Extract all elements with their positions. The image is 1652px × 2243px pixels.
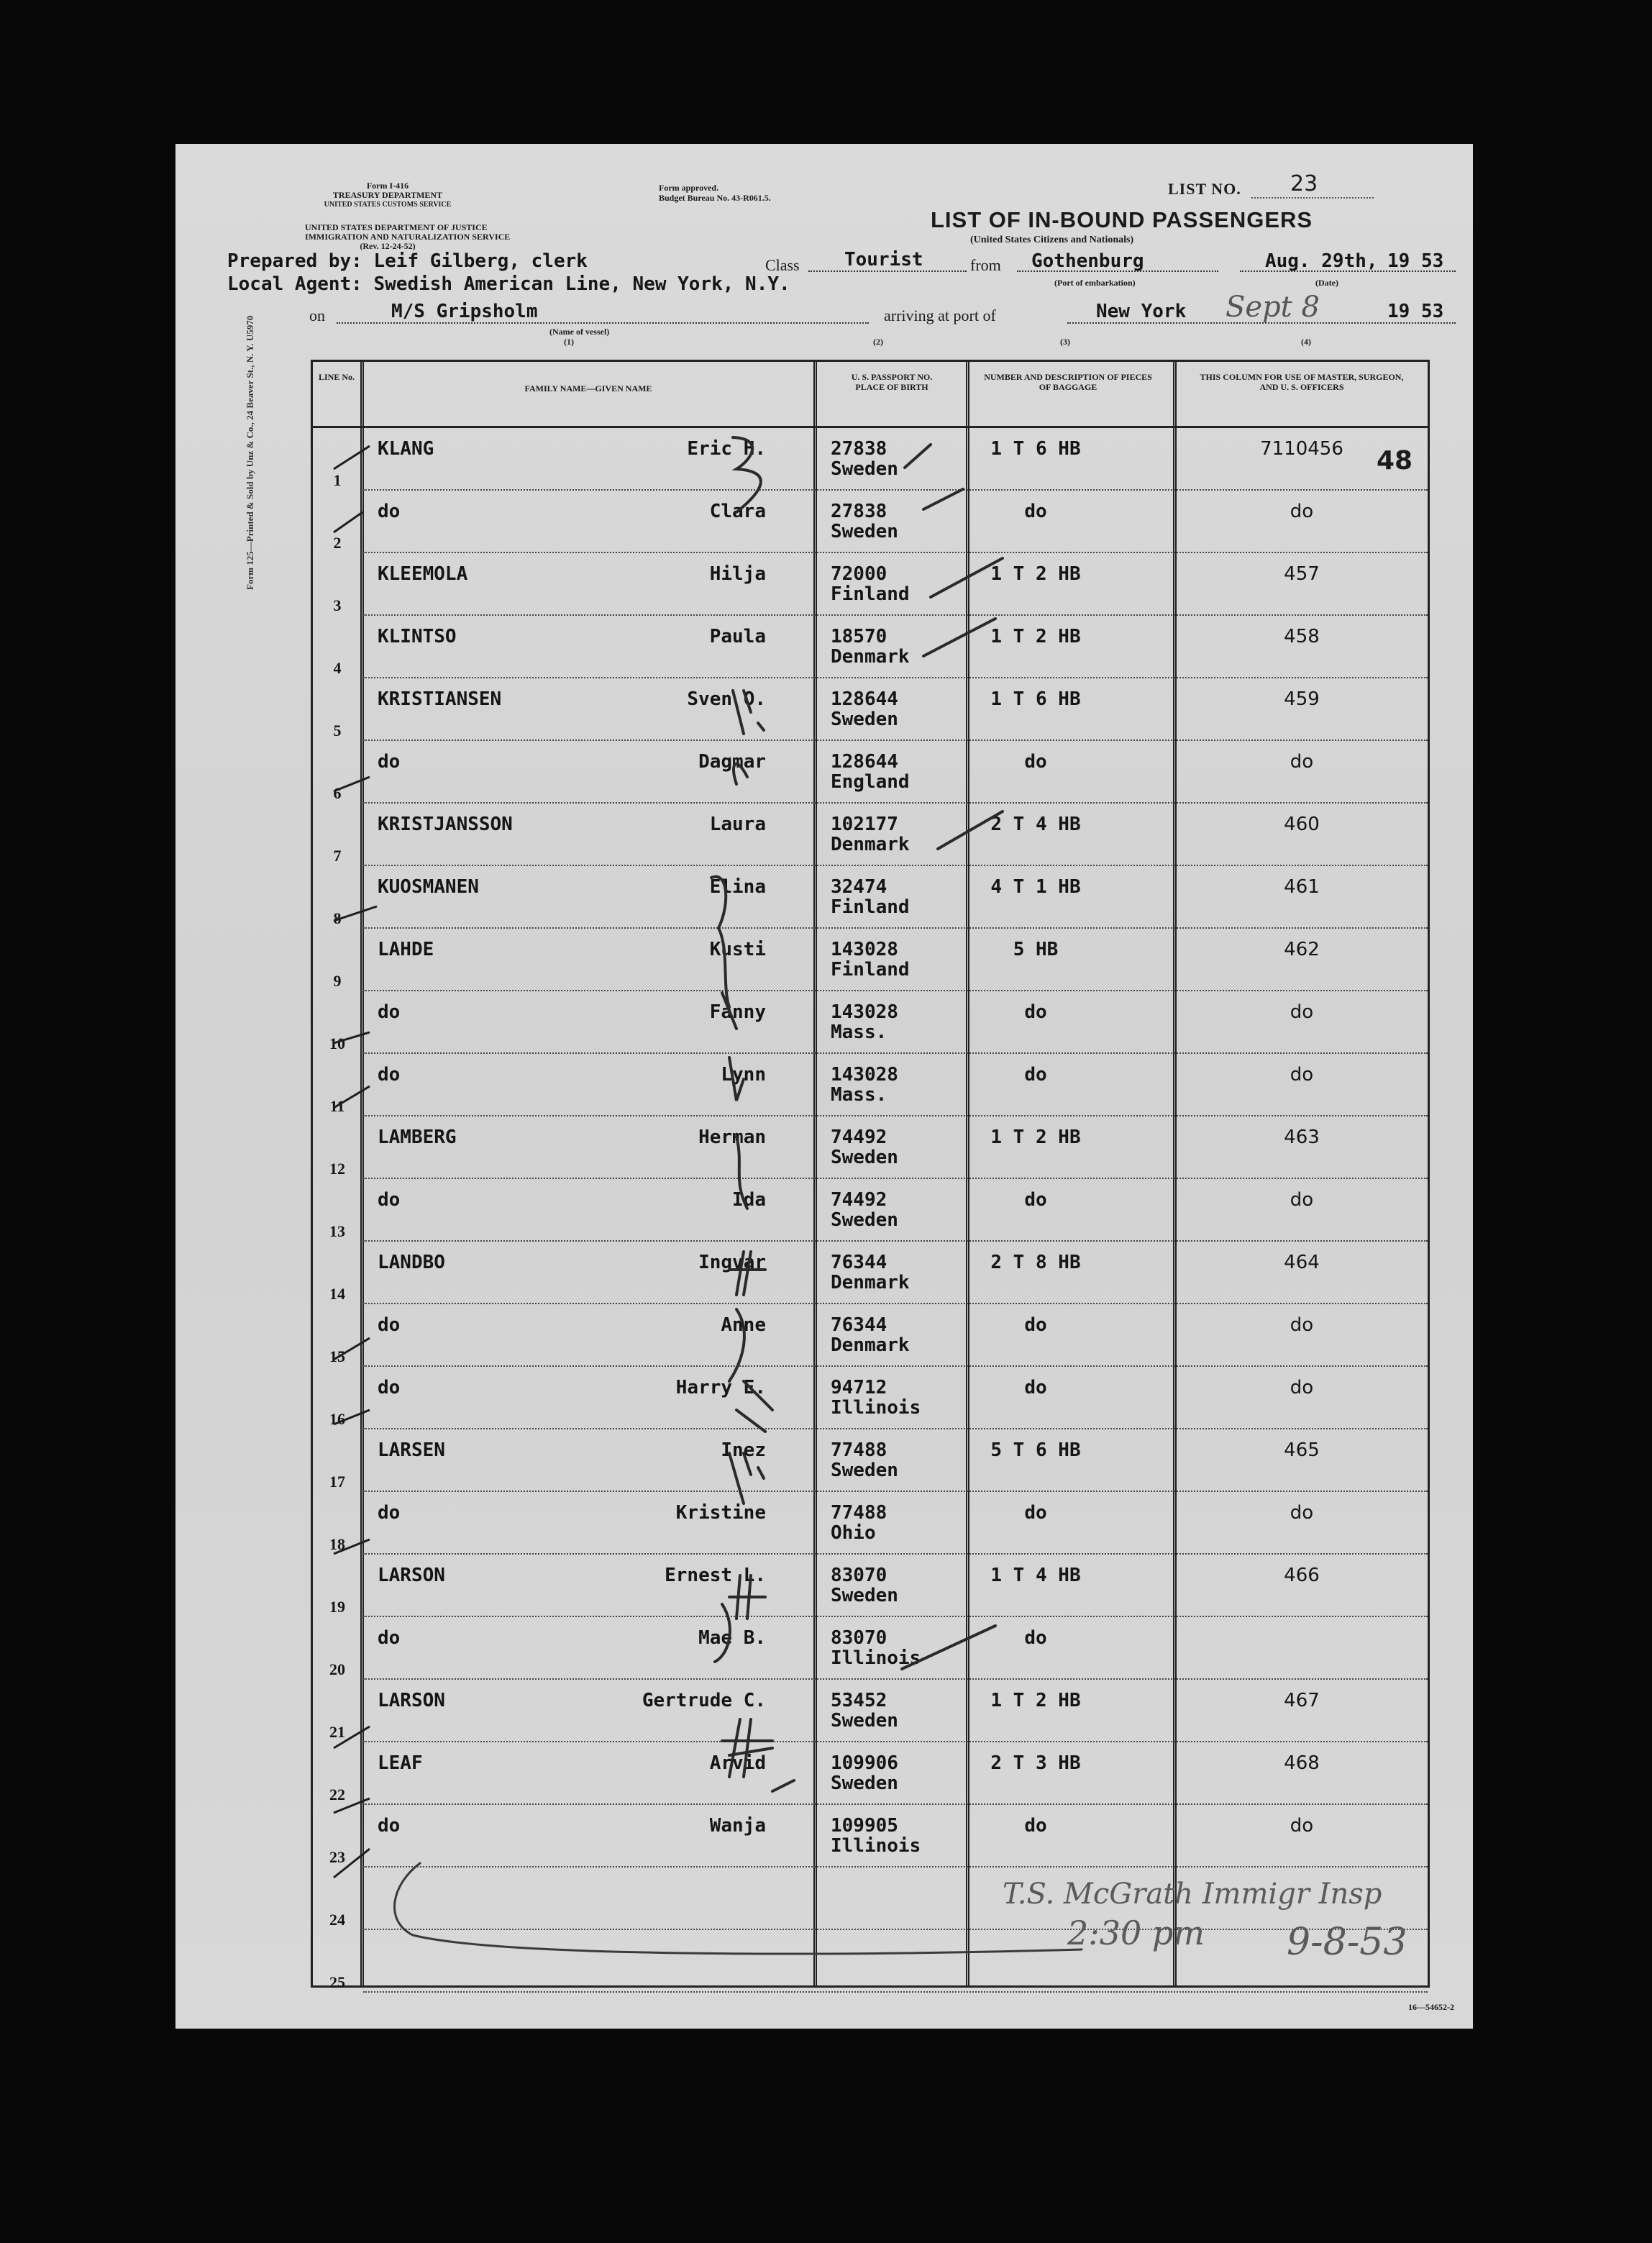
officer-number: 460	[1284, 814, 1320, 835]
customs-service: UNITED STATES CUSTOMS SERVICE	[324, 201, 452, 209]
place-of-birth: Ohio	[831, 1522, 876, 1544]
family-name: do	[378, 1377, 401, 1398]
family-name: do	[378, 1064, 401, 1086]
passport-number: 18570	[831, 626, 887, 647]
date-value: Aug. 29th,	[1265, 250, 1378, 272]
officer-number: 458	[1284, 626, 1320, 647]
line-number: 15	[329, 1347, 345, 1365]
inspector-signature: T.S. McGrath Immigr Insp	[1003, 1878, 1382, 1911]
family-name: LAMBERG	[378, 1127, 457, 1148]
family-name: LEAF	[378, 1752, 423, 1774]
family-name: LAHDE	[378, 939, 434, 960]
given-name: Laura	[709, 814, 766, 835]
passport-number: 72000	[831, 563, 887, 585]
officer-number: do	[1290, 751, 1314, 773]
baggage-description: do	[1024, 501, 1047, 522]
baggage-description: 1 T 2 HB	[990, 1690, 1081, 1711]
passport-number: 94712	[831, 1377, 887, 1398]
given-name: Ernest L.	[665, 1565, 766, 1586]
place-of-birth: Sweden	[831, 521, 898, 542]
passport-number: 109906	[831, 1752, 898, 1774]
table-row	[313, 991, 1428, 1054]
signature-date: 9-8-53	[1287, 1921, 1407, 1964]
list-no-line	[1251, 197, 1374, 199]
officer-number: 459	[1284, 688, 1320, 710]
officer-number: do	[1290, 1815, 1314, 1837]
col-num-3: (3)	[1060, 337, 1070, 347]
given-name: Ida	[732, 1189, 766, 1211]
passport-number: 76344	[831, 1252, 887, 1273]
passport-number: 128644	[831, 751, 898, 773]
given-name: Fanny	[709, 1001, 766, 1023]
list-no-label: LIST NO.	[1168, 180, 1241, 198]
baggage-description: do	[1024, 1815, 1047, 1837]
line-number: 1	[333, 471, 342, 489]
baggage-description: do	[1024, 1377, 1047, 1398]
family-name: do	[378, 751, 401, 773]
table-row	[313, 1805, 1428, 1867]
baggage-description: 2 T 8 HB	[990, 1252, 1081, 1273]
line-number: 4	[333, 659, 342, 677]
place-of-birth: Sweden	[831, 1710, 898, 1732]
col-num-4: (4)	[1301, 337, 1311, 347]
given-name: Gertrude C.	[642, 1690, 766, 1711]
place-of-birth: Illinois	[831, 1397, 921, 1419]
line-number: 18	[329, 1535, 345, 1553]
vessel-name: M/S Gripsholm	[391, 301, 538, 322]
table-row	[313, 866, 1428, 929]
given-name: Hilja	[709, 563, 766, 585]
given-name: Kusti	[709, 939, 766, 960]
place-of-birth: Sweden	[831, 1585, 898, 1606]
table-row	[313, 428, 1428, 491]
table-row	[313, 1492, 1428, 1555]
given-name: Eric H.	[687, 438, 766, 460]
family-name: KRISTIANSEN	[378, 688, 502, 710]
family-name: do	[378, 1502, 401, 1524]
baggage-description: 1 T 4 HB	[990, 1565, 1081, 1586]
vessel-label: (Name of vessel)	[549, 327, 610, 337]
baggage-description: do	[1024, 1064, 1047, 1086]
given-name: Inez	[721, 1439, 766, 1461]
family-name: LANDBO	[378, 1252, 445, 1273]
passport-number: 77488	[831, 1439, 887, 1461]
place-of-birth: Denmark	[831, 646, 910, 668]
port-embarkation-label: (Port of embarkation)	[1054, 278, 1136, 288]
place-of-birth: Sweden	[831, 1460, 898, 1481]
family-name: do	[378, 1001, 401, 1023]
table-row	[313, 1429, 1428, 1492]
given-name: Lynn	[721, 1064, 766, 1086]
manifest-page	[175, 144, 1473, 2029]
table-row	[313, 1680, 1428, 1742]
footer-code: 16—54652-2	[1408, 2002, 1454, 2012]
col-header-name: FAMILY NAME—GIVEN NAME	[524, 383, 652, 393]
prepared-by: Prepared by: Leif Gilberg, clerk	[227, 250, 588, 272]
line-number: 12	[329, 1160, 345, 1178]
class-line	[808, 270, 967, 272]
doj-block	[305, 222, 511, 251]
passport-number: 27838	[831, 438, 887, 460]
table-row	[313, 929, 1428, 991]
doj: UNITED STATES DEPARTMENT OF JUSTICE	[305, 222, 488, 232]
passport-number: 77488	[831, 1502, 887, 1524]
officer-number: do	[1290, 1377, 1314, 1398]
baggage-description: do	[1024, 1502, 1047, 1524]
col-header-baggage: NUMBER AND DESCRIPTION OF PIECES OF BAGGAGE	[984, 372, 1152, 392]
baggage-description: 1 T 2 HB	[990, 626, 1081, 647]
line-number: 13	[329, 1222, 345, 1240]
place-of-birth: Sweden	[831, 458, 898, 480]
baggage-description: do	[1024, 1314, 1047, 1336]
line-number: 23	[329, 1848, 345, 1866]
arrival-date-handwritten: Sept 8	[1226, 291, 1320, 324]
given-name: Sven O.	[687, 688, 766, 710]
place-of-birth: Sweden	[831, 1147, 898, 1168]
given-name: Paula	[709, 626, 766, 647]
family-name: do	[378, 1189, 401, 1211]
arrival-line	[1067, 322, 1456, 324]
line-number: 20	[329, 1660, 345, 1678]
line-number: 22	[329, 1785, 345, 1803]
line-number: 21	[329, 1723, 345, 1741]
baggage-description: 1 T 6 HB	[990, 438, 1081, 460]
table-row	[313, 1116, 1428, 1179]
officer-number: do	[1290, 1064, 1314, 1086]
line-number: 16	[329, 1410, 345, 1428]
stamp-number: 48	[1377, 446, 1413, 476]
form-number: Form I-416	[366, 181, 409, 191]
officer-number: 464	[1284, 1252, 1320, 1273]
date-label: (Date)	[1315, 278, 1338, 288]
family-name: LARSON	[378, 1565, 445, 1586]
line-number: 6	[333, 784, 342, 802]
table-row	[313, 804, 1428, 866]
col-num-2: (2)	[873, 337, 883, 347]
officer-number: 7110456	[1260, 438, 1343, 460]
family-name: KLANG	[378, 438, 434, 460]
baggage-description: do	[1024, 1001, 1047, 1023]
passport-number: 102177	[831, 814, 898, 835]
line-number: 2	[333, 534, 342, 552]
baggage-description: 2 T 4 HB	[990, 814, 1081, 835]
form-id-block	[305, 181, 470, 209]
approval-block	[659, 183, 771, 203]
officer-number: 457	[1284, 563, 1320, 585]
passport-number: 128644	[831, 688, 898, 710]
given-name: Arvid	[709, 1752, 766, 1774]
row-separator	[363, 1991, 1428, 1993]
revision: (Rev. 12-24-52)	[360, 241, 416, 251]
passport-number: 76344	[831, 1314, 887, 1336]
given-name: Wanja	[709, 1815, 766, 1837]
passport-number: 74492	[831, 1127, 887, 1148]
table-row	[313, 553, 1428, 616]
table-header	[313, 362, 1428, 428]
table-row	[313, 1242, 1428, 1304]
printer-imprint: Form 125—Printed & Sold by Unz & Co., 24 Beaver St., N. Y. U5970	[245, 315, 255, 590]
col-num-1: (1)	[564, 337, 574, 347]
col-header-passport: U. S. PASSPORT NO. PLACE OF BIRTH	[851, 372, 933, 392]
passport-number: 143028	[831, 1001, 898, 1023]
baggage-description: 5 HB	[1013, 939, 1059, 960]
place-of-birth: Illinois	[831, 1647, 921, 1669]
class-label: Class	[765, 256, 800, 274]
given-name: Dagmar	[698, 751, 766, 773]
line-number: 14	[329, 1285, 345, 1303]
officer-number: 462	[1284, 939, 1320, 960]
officer-number: 467	[1284, 1690, 1320, 1711]
place-of-birth: Mass.	[831, 1084, 887, 1106]
family-name: KLINTSO	[378, 626, 457, 647]
given-name: Clara	[709, 501, 766, 522]
arriving-label: arriving at port of	[884, 306, 996, 324]
table-row	[313, 1617, 1428, 1680]
passport-number: 32474	[831, 876, 887, 898]
officer-number: do	[1290, 1189, 1314, 1211]
officer-number: do	[1290, 1502, 1314, 1524]
place-of-birth: Sweden	[831, 709, 898, 730]
date-year: 19 53	[1387, 250, 1444, 272]
col-header-line: LINE No.	[318, 372, 355, 382]
table-row	[313, 616, 1428, 678]
passport-number: 83070	[831, 1627, 887, 1649]
officer-number: do	[1290, 1314, 1314, 1336]
line-number: 7	[333, 847, 342, 865]
given-name: Elina	[709, 876, 766, 898]
given-name: Mae B.	[698, 1627, 766, 1649]
vessel-line	[337, 322, 869, 324]
family-name: do	[378, 1815, 401, 1837]
place-of-birth: Denmark	[831, 1334, 910, 1356]
family-name: KLEEMOLA	[378, 563, 468, 585]
from-label: from	[970, 256, 1001, 274]
ins: IMMIGRATION AND NATURALIZATION SERVICE	[305, 232, 511, 242]
family-name: do	[378, 1627, 401, 1649]
baggage-description: do	[1024, 1189, 1047, 1211]
given-name: Ingvar	[698, 1252, 766, 1273]
line-number: 3	[333, 596, 342, 614]
place-of-birth: Denmark	[831, 1272, 910, 1293]
passport-number: 27838	[831, 501, 887, 522]
officer-number: do	[1290, 501, 1314, 522]
officer-number: 463	[1284, 1127, 1320, 1148]
family-name: do	[378, 1314, 401, 1336]
baggage-description: 5 T 6 HB	[990, 1439, 1081, 1461]
baggage-description: 2 T 3 HB	[990, 1752, 1081, 1774]
table-row	[313, 1179, 1428, 1242]
class-value: Tourist	[844, 249, 923, 270]
given-name: Harry E.	[675, 1377, 766, 1398]
given-name: Herman	[698, 1127, 766, 1148]
place-of-birth: Finland	[831, 959, 910, 981]
line-number: 19	[329, 1598, 345, 1616]
table-row	[313, 1555, 1428, 1617]
from-value: Gothenburg	[1031, 250, 1144, 272]
line-number: 17	[329, 1473, 345, 1491]
form-approved: Form approved.	[659, 183, 719, 193]
place-of-birth: Denmark	[831, 834, 910, 855]
table-row	[313, 1367, 1428, 1429]
place-of-birth: England	[831, 771, 910, 793]
passport-number: 109905	[831, 1815, 898, 1837]
signature-time: 2:30 pm	[1067, 1914, 1205, 1952]
family-name: do	[378, 501, 401, 522]
table-row	[313, 1304, 1428, 1367]
page-title: LIST OF IN-BOUND PASSENGERS	[931, 207, 1313, 232]
arrival-year: 19 53	[1387, 301, 1444, 322]
baggage-description: 1 T 2 HB	[990, 1127, 1081, 1148]
given-name: Anne	[721, 1314, 766, 1336]
given-name: Kristine	[675, 1502, 766, 1524]
line-number: 25	[329, 1973, 345, 1991]
passenger-table	[311, 360, 1430, 1991]
date-line	[1240, 270, 1456, 272]
line-number: 9	[333, 972, 342, 990]
officer-number: 461	[1284, 876, 1320, 898]
family-name: KUOSMANEN	[378, 876, 479, 898]
passport-number: 53452	[831, 1690, 887, 1711]
officer-number: 468	[1284, 1752, 1320, 1774]
place-of-birth: Finland	[831, 583, 910, 605]
table-row	[313, 1742, 1428, 1805]
from-line	[1017, 270, 1218, 272]
list-no-value: 23	[1290, 171, 1318, 196]
on-label: on	[309, 306, 325, 324]
officer-number: 465	[1284, 1439, 1320, 1461]
department: TREASURY DEPARTMENT	[332, 190, 443, 200]
line-number: 8	[333, 909, 342, 927]
page-subtitle: (United States Citizens and Nationals)	[970, 235, 1134, 245]
arrival-port: New York	[1096, 301, 1187, 322]
place-of-birth: Sweden	[831, 1209, 898, 1231]
table-row	[313, 1930, 1428, 1993]
table-row	[313, 678, 1428, 741]
baggage-description: do	[1024, 751, 1047, 773]
line-number: 10	[329, 1034, 345, 1052]
place-of-birth: Finland	[831, 896, 910, 918]
officer-number: 466	[1284, 1565, 1320, 1586]
passport-number: 143028	[831, 939, 898, 960]
table-row	[313, 491, 1428, 553]
family-name: LARSEN	[378, 1439, 445, 1461]
passport-number: 74492	[831, 1189, 887, 1211]
line-number: 5	[333, 722, 342, 740]
budget-bureau: Budget Bureau No. 43-R061.5.	[659, 193, 771, 203]
family-name: KRISTJANSSON	[378, 814, 513, 835]
table-row	[313, 1054, 1428, 1116]
baggage-description: do	[1024, 1627, 1047, 1649]
line-number: 24	[329, 1911, 345, 1929]
baggage-description: 4 T 1 HB	[990, 876, 1081, 898]
place-of-birth: Sweden	[831, 1773, 898, 1794]
place-of-birth: Illinois	[831, 1835, 921, 1857]
place-of-birth: Mass.	[831, 1022, 887, 1043]
family-name: LARSON	[378, 1690, 445, 1711]
passport-number: 83070	[831, 1565, 887, 1586]
baggage-description: 1 T 2 HB	[990, 563, 1081, 585]
col-header-officers: THIS COLUMN FOR USE OF MASTER, SURGEON, AND U. S. OFFICERS	[1200, 372, 1404, 392]
baggage-description: 1 T 6 HB	[990, 688, 1081, 710]
passport-number: 143028	[831, 1064, 898, 1086]
table-row	[313, 741, 1428, 804]
line-number: 11	[329, 1097, 345, 1115]
officer-number: do	[1290, 1001, 1314, 1023]
local-agent: Local Agent: Swedish American Line, New York, N.Y.	[227, 273, 790, 295]
